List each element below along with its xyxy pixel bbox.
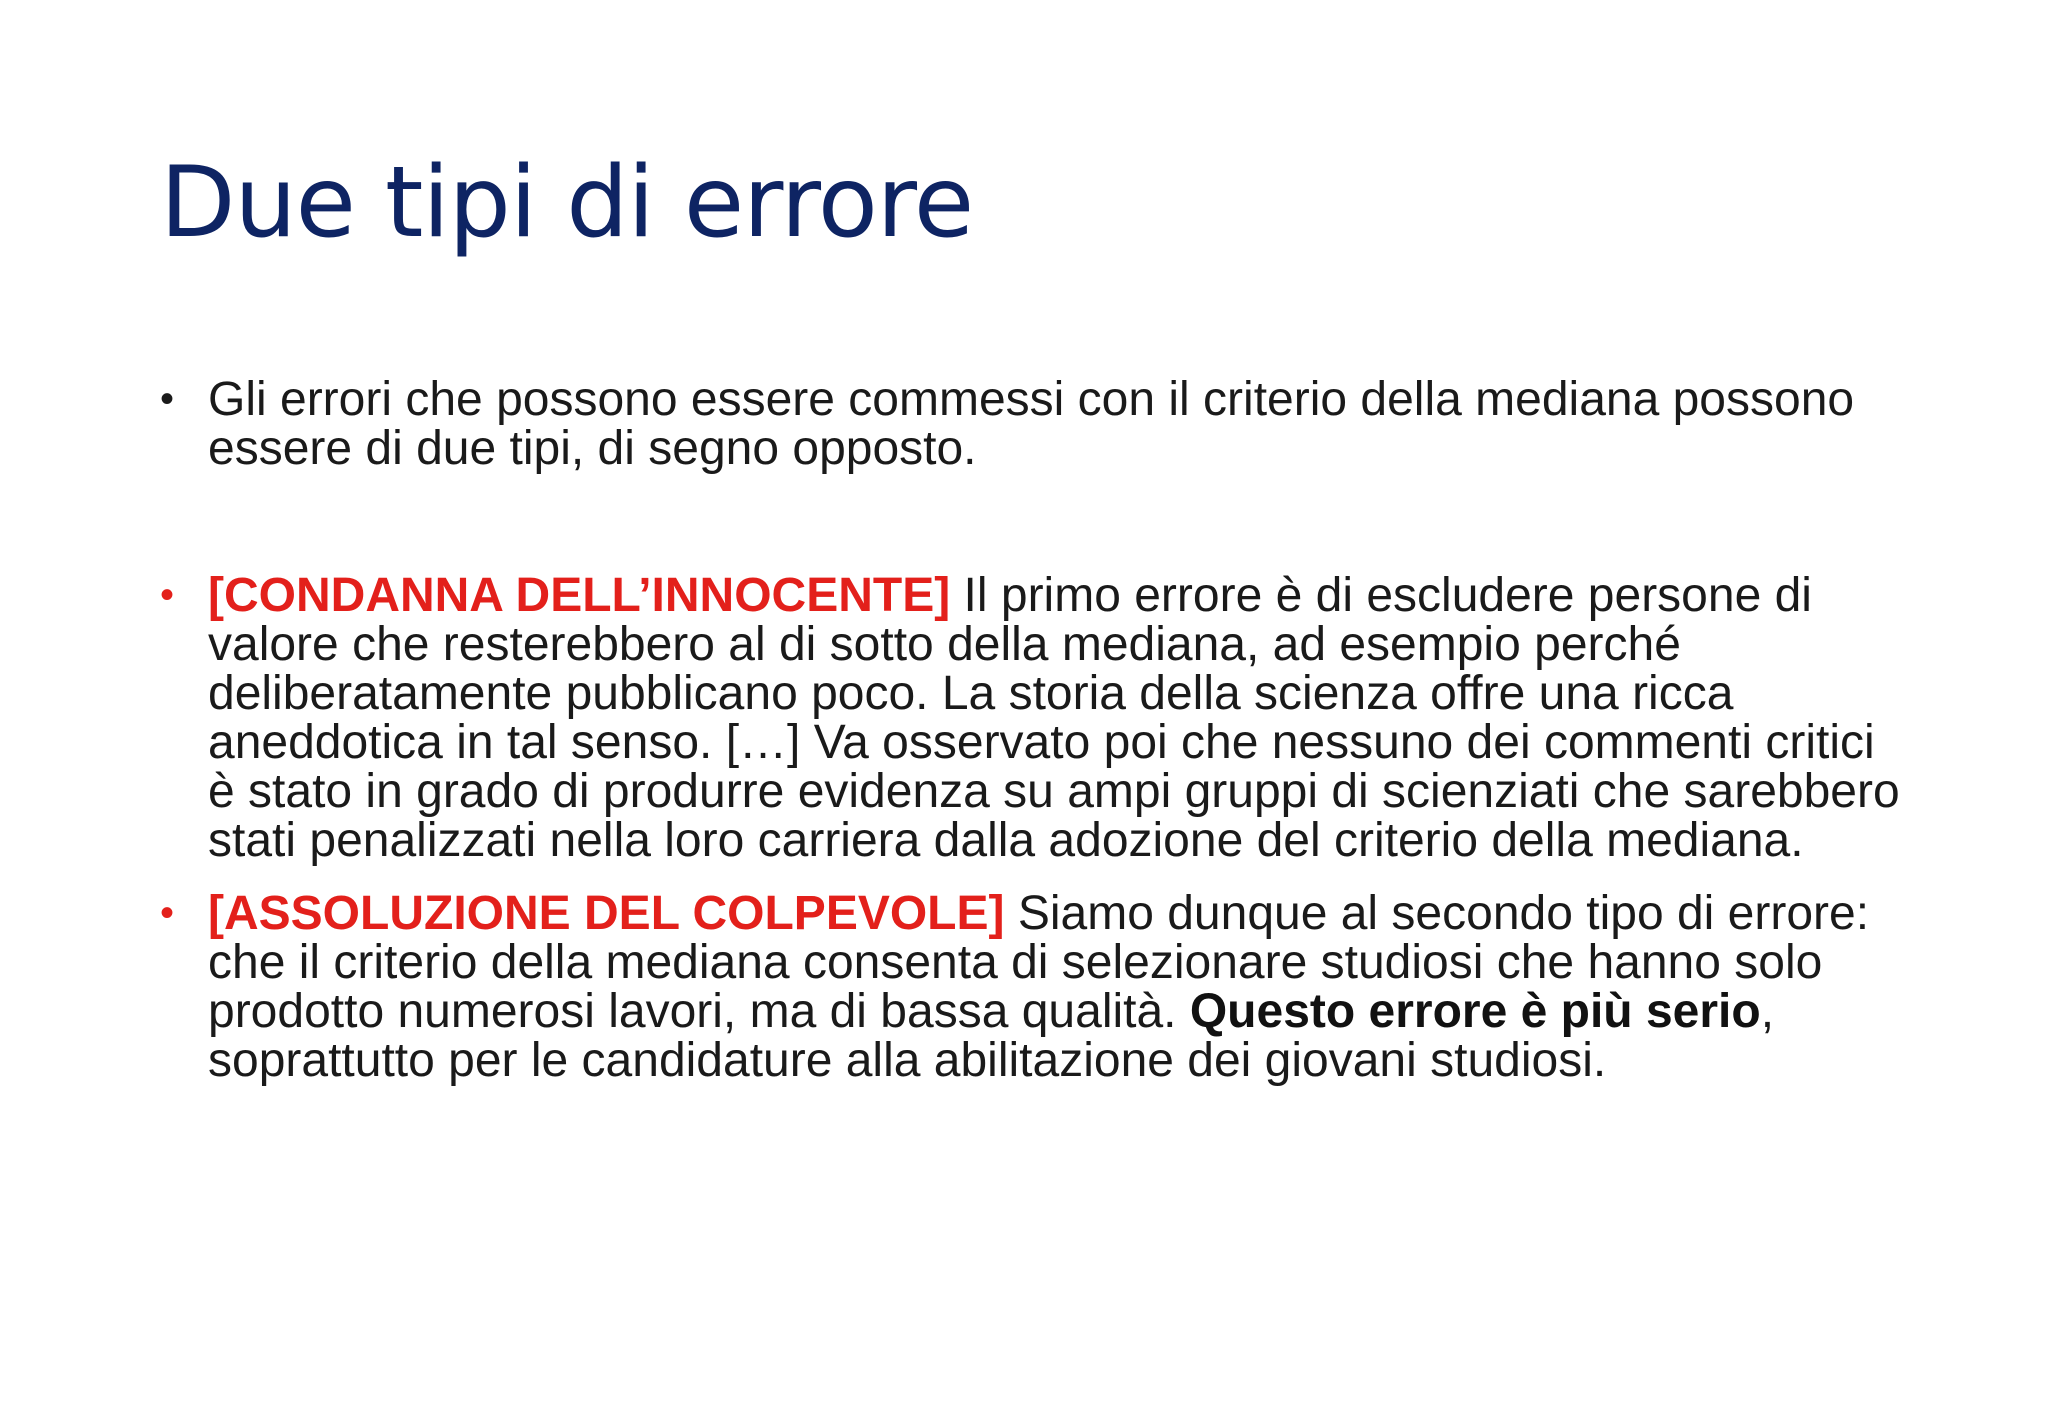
slide-title: Due tipi di errore [160,146,974,260]
bullet-emphasis: Questo errore è più serio [1189,985,1761,1038]
bullet-marker: • [160,377,175,421]
bullet-tag-condanna: [CONDANNA DELL’INNOCENTE] [208,569,951,622]
bullet-tag-assoluzione: [ASSOLUZIONE DEL COLPEVOLE] [208,887,1005,940]
bullet-text-after: , soprattutto per le candidature alla abilitazione dei giovani studiosi. [208,985,1775,1087]
bullet-text: Il primo errore è di escludere persone di valore che resterebbero al di sotto della mediana, ad esempio perché deliberatamente pubblicano poco. La storia della scienza offre una ricca aneddotica in tal senso. […] Va osservato poi che nessuno dei commenti critici è stato in grado di produrre evidenza su ampi gruppi di scienziati che sarebbero stati penalizzati nella loro carriera dalla adozione del criterio della mediana. [208,569,1900,867]
bullet-text: Gli errori che possono essere commessi con il criterio della mediana possono essere di due tipi, di segno opposto. [208,373,1855,475]
bullet-item-3 [160,889,1905,1085]
bullet-marker: • [160,891,175,935]
bullet-marker: • [160,573,175,617]
bullet-item-2 [160,571,1905,865]
bullet-list [160,375,1905,1085]
bullet-item-1 [160,375,1905,473]
bullet-text: Siamo dunque al secondo tipo di errore: che il criterio della mediana consenta di selezionare studiosi che hanno solo prodotto numerosi lavori, ma di bassa qualità. [208,887,1870,1038]
